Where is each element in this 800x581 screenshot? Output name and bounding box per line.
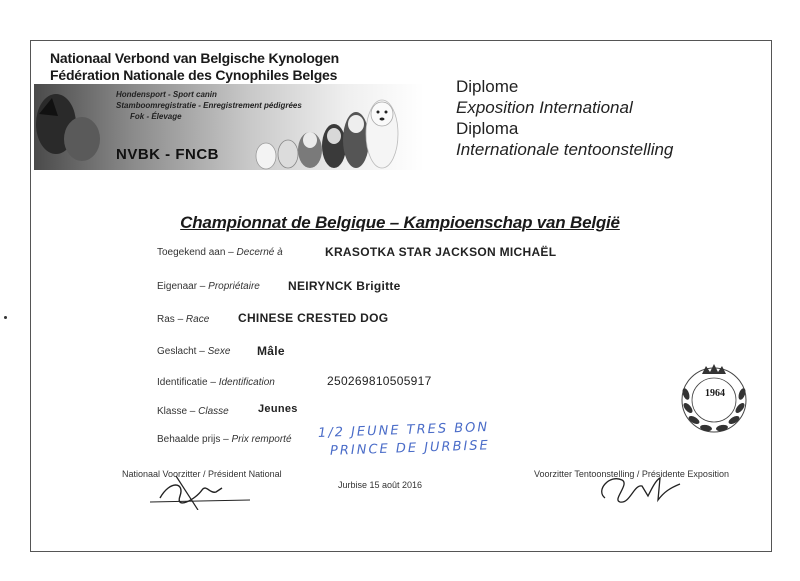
org-name-nl: Nationaal Verbond van Belgische Kynologen [50, 50, 339, 66]
left-signature-label: Nationaal Voorzitter / Président National [122, 469, 282, 479]
anniversary-seal [674, 360, 754, 440]
dogs-illustration [34, 84, 424, 170]
diploma-titles [456, 76, 673, 160]
banner-line: Fok - Élevage [130, 112, 182, 121]
field-label: Ras – Race [157, 314, 210, 325]
championship-heading: Championnat de Belgique – Kampioenschap van België [180, 213, 620, 232]
banner-line: Hondensport - Sport canin [116, 90, 217, 99]
identification-value: 250269810505917 [327, 374, 432, 388]
class-value: Jeunes [258, 403, 298, 415]
field-label: Identificatie – Identification [157, 377, 275, 388]
field-label: Geslacht – Sexe [157, 346, 231, 357]
field-label: Eigenaar – Propriétaire [157, 281, 260, 292]
title-exposition: Exposition International [456, 98, 633, 117]
seal-year: 1964 [705, 388, 725, 399]
handwritten-prize-line: PRINCE DE JURBISE [329, 438, 491, 459]
field-label: Toegekend aan – Decerné à [157, 247, 283, 258]
place-date: Jurbise 15 août 2016 [338, 480, 423, 490]
org-name-fr: Fédération Nationale des Cynophiles Belges [50, 67, 338, 83]
title-diplome: Diplome [456, 77, 519, 96]
awarded-to-value: KRASOTKA STAR JACKSON MICHAËL [325, 245, 557, 259]
logo-banner [34, 84, 424, 170]
banner-line: Stamboomregistratie - Enregistrement pédigrées [116, 101, 302, 110]
sex-value: Mâle [257, 344, 285, 358]
title-diploma: Diploma [456, 119, 519, 138]
brand-name: NVBK - FNCB [116, 146, 219, 163]
right-signature [590, 470, 700, 510]
organization-header [32, 42, 424, 170]
breed-value: CHINESE CRESTED DOG [238, 311, 389, 325]
title-tentoonstelling: Internationale tentoonstelling [456, 140, 674, 159]
handwritten-prize-line: 1/2 JEUNE TRES BON [317, 420, 490, 441]
right-signature-label: Voorzitter Tentoonstelling / Présidente Exposition [534, 469, 729, 479]
left-signature [140, 470, 260, 510]
owner-value: NEIRYNCK Brigitte [288, 279, 401, 293]
field-label: Klasse – Classe [157, 406, 229, 417]
scan-mark [4, 316, 7, 319]
field-label: Behaalde prijs – Prix remporté [157, 434, 292, 445]
